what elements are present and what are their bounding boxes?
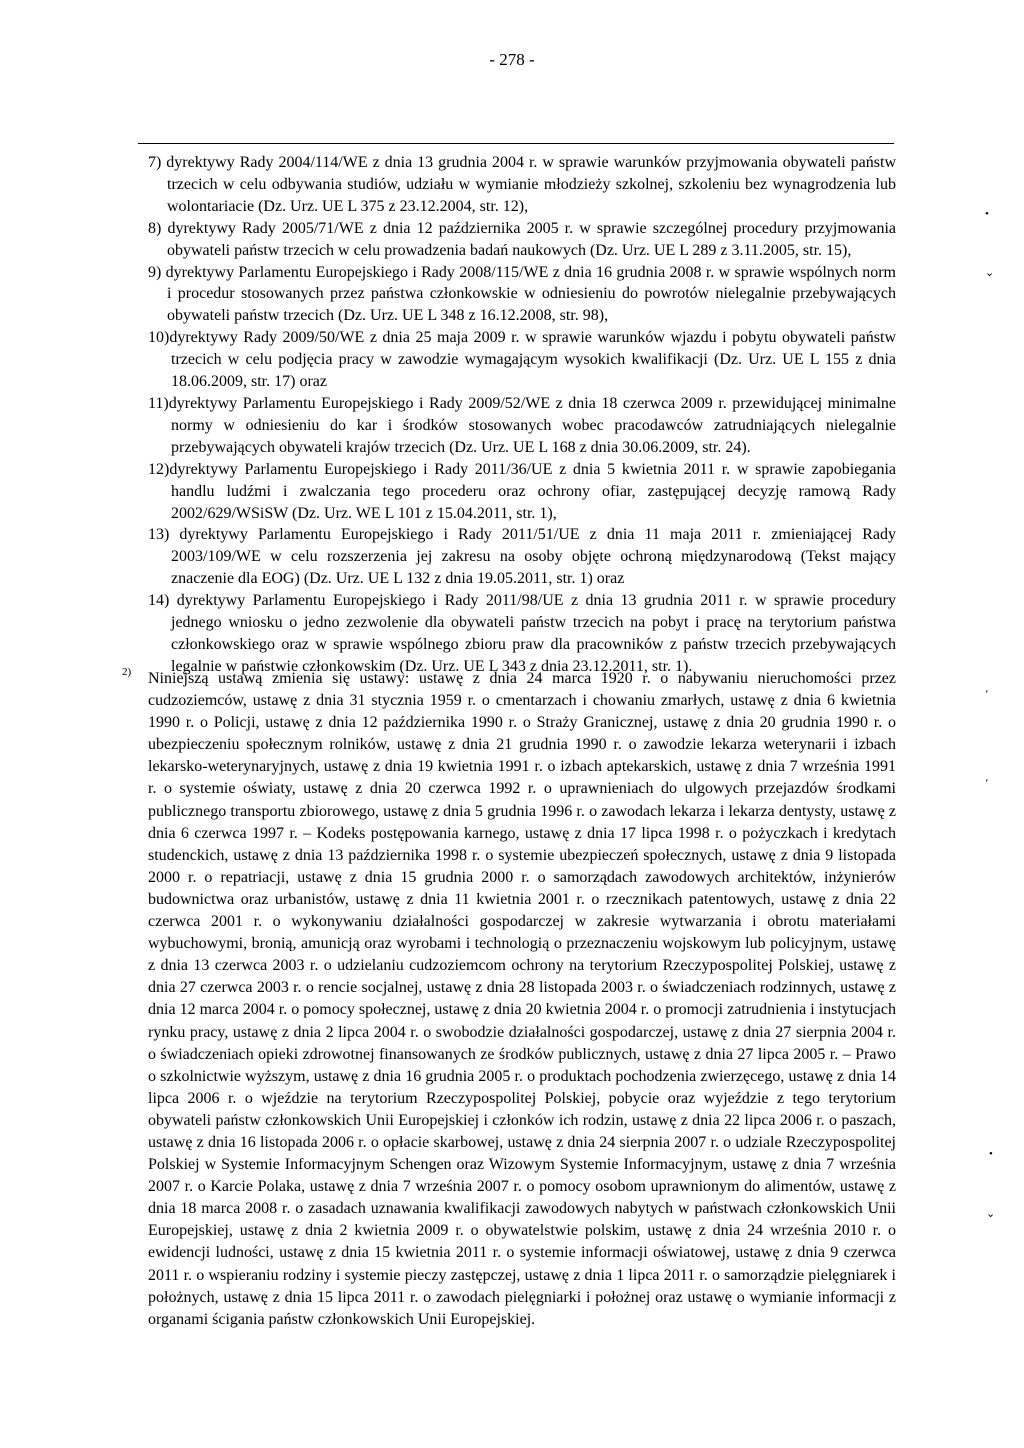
scan-speck: • xyxy=(985,208,989,220)
directive-item: 7) dyrektywy Rady 2004/114/WE z dnia 13 grudnia 2004 r. w sprawie warunków przyjmowania obywateli państw trzecich w celu odbywania studiów, udziału w wymianie młodzieży szkolnej, szkoleniu bez wynagrodzenia lub wolontariacie (Dz. Urz. UE L 375 z 23.12.2004, str. 12), xyxy=(148,154,896,215)
directive-list xyxy=(148,152,896,678)
directive-item: 14) dyrektywy Parlamentu Europejskiego i Rady 2011/98/UE z dnia 13 grudnia 2011 r. w sprawie procedury jednego wniosku o jedno zezwolenie dla obywateli państw trzecich na pobyt i pracę na terytorium państwa członkowskiego oraz w sprawie wspólnego zbioru praw dla pracowników z państw trzecich przebywających legalnie w państwie członkowskim (Dz. Urz. UE L 343 z dnia 23.12.2011, str. 1). xyxy=(148,592,896,675)
directive-item: 9) dyrektywy Parlamentu Europejskiego i Rady 2008/115/WE z dnia 16 grudnia 2008 r. w sprawie wspólnych norm i procedur stosowanych przez państwa członkowskie w odniesieniu do powrotów nielegalnie przebywających obywateli państw trzecich (Dz. Urz. UE L 348 z 16.12.2008, str. 98), xyxy=(148,263,896,325)
footnote-separator xyxy=(138,143,894,144)
scan-speck: ⌄ xyxy=(986,1208,996,1220)
directive-item: 10)dyrektywy Rady 2009/50/WE z dnia 25 maja 2009 r. w sprawie warunków wjazdu i pobytu obywateli państw trzecich w celu podjęcia pracy w zawodzie wymagającym wysokich kwalifikacji (Dz. Urz. UE L 155 z dnia 18.06.2009, str. 17) oraz xyxy=(148,329,896,391)
scan-speck: ⌄ xyxy=(985,267,995,279)
scan-speck: ‘ xyxy=(985,777,989,789)
footnote-marker: 2) xyxy=(122,666,132,678)
scan-speck: • xyxy=(989,1148,993,1160)
scan-speck: ‘ xyxy=(985,688,989,700)
directive-item: 13) dyrektywy Parlamentu Europejskiego i Rady 2011/51/UE z dnia 11 maja 2011 r. zmieniającej Rady 2003/109/WE w celu rozszerzenia jej zakresu na osoby objęte ochroną międzynarodową (Tekst mający znaczenie dla EOG) (Dz. Urz. UE L 132 z dnia 19.05.2011, str. 1) oraz xyxy=(148,526,896,588)
directive-item: 8) dyrektywy Rady 2005/71/WE z dnia 12 października 2005 r. w sprawie szczególnej procedury przyjmowania obywateli państw trzecich w celu prowadzenia badań naukowych (Dz. Urz. UE L 289 z 3.11.2005, str. 15), xyxy=(148,219,896,259)
page-number: - 278 - xyxy=(489,50,535,69)
footnote-2-text: Niniejszą ustawą zmienia się ustawy: ustawę z dnia 24 marca 1920 r. o nabywaniu nieruchomości przez cudzoziemców, ustawę z dnia 31 stycznia 1959 r. o cmentarzach i chowaniu zmarłych, ustawę z dnia 6 kwietnia 1990 r. o Policji, ustawę z dnia 12 października 1990 r. o Straży Granicznej, ustawę z dnia 20 grudnia 1990 r. o ubezpieczeniu społecznym rolników, ustawę z dnia 21 grudnia 1990 r. o zawodzie lekarza weterynarii i izbach lekarsko-weterynaryjnych, ustawę z dnia 19 kwietnia 1991 r. o izbach aptekarskich, ustawę z dnia 7 września 1991 r. o systemie oświaty, ustawę z dnia 20 czerwca 1992 r. o uprawnieniach do ulgowych przejazdów środkami publicznego transportu zbiorowego, ustawę z dnia 5 grudnia 1996 r. o zawodach lekarza i lekarza dentysty, ustawę z dnia 6 czerwca 1997 r. – Kodeks postępowania karnego, ustawę z dnia 17 lipca 1998 r. o pożyczkach i kredytach studenckich, ustawę z dnia 13 października 1998 r. o systemie ubezpieczeń społecznych, ustawę z dnia 9 listopada 2000 r. o repatriacji, ustawę z dnia 15 grudnia 2000 r. o samorządach zawodowych architektów, inżynierów budownictwa oraz urbanistów, ustawę z dnia 11 kwietnia 2001 r. o rzecznikach patentowych, ustawę z dnia 22 czerwca 2001 r. o wykonywaniu działalności gospodarczej w zakresie wytwarzania i obrotu materiałami wybuchowymi, bronią, amunicją oraz wyrobami i technologią o przeznaczeniu wojskowym lub policyjnym, ustawę z dnia 13 czerwca 2003 r. o udzielaniu cudzoziemcom ochrony na terytorium Rzeczypospolitej Polskiej, ustawę z dnia 27 czerwca 2003 r. o rencie socjalnej, ustawę z dnia 28 listopada 2003 r. o świadczeniach rodzinnych, ustawę z dnia 12 marca 2004 r. o pomocy społecznej, ustawę z dnia 20 kwietnia 2004 r. o promocji zatrudnienia i instytucjach rynku pracy, ustawę z dnia 2 lipca 2004 r. o swobodzie działalności gospodarczej, ustawę z dnia 27 sierpnia 2004 r. o świadczeniach opieki zdrowotnej finansowanych ze środków publicznych, ustawę z dnia 27 lipca 2005 r. – Prawo o szkolnictwie wyższym, ustawę z dnia 16 grudnia 2005 r. o produktach pochodzenia zwierzęcego, ustawę z dnia 14 lipca 2006 r. o wjeździe na terytorium Rzeczypospolitej Polskiej, pobycie oraz wyjeździe z tego terytorium obywateli państw członkowskich Unii Europejskiej i członków ich rodzin, ustawę z dnia 22 lipca 2006 r. o paszach, ustawę z dnia 16 listopada 2006 r. o opłacie skarbowej, ustawę z dnia 24 sierpnia 2007 r. o udziale Rzeczypospolitej Polskiej w Systemie Informacyjnym Schengen oraz Wizowym Systemie Informacyjnym, ustawę z dnia 7 września 2007 r. o Karcie Polaka, ustawę z dnia 7 września 2007 r. o pomocy osobom uprawnionym do alimentów, ustawę z dnia 18 marca 2008 r. o zasadach uznawania kwalifikacji zawodowych nabytych w państwach członkowskich Unii Europejskiej, ustawę z dnia 2 kwietnia 2009 r. o obywatelstwie polskim, ustawę z dnia 24 września 2010 r. o ewidencji ludności, ustawę z dnia 15 kwietnia 2011 r. o systemie informacji oświatowej, ustawę z dnia 9 czerwca 2011 r. o wspieraniu rodziny i systemie pieczy zastępczej, ustawę z dnia 1 lipca 2011 r. o samorządzie pielęgniarek i położnych, ustawę z dnia 15 lipca 2011 r. o zawodach pielęgniarki i położnej oraz ustawę o wymianie informacji z organami ścigania państw członkowskich Unii Europejskiej. xyxy=(148,670,896,1328)
directive-item: 11)dyrektywy Parlamentu Europejskiego i Rady 2009/52/WE z dnia 18 czerwca 2009 r. przewidującej minimalne normy w odniesieniu do kar i środków stosowanych wobec pracodawców zatrudniających nielegalnie przebywających obywateli krajów trzecich (Dz. Urz. UE L 168 z dnia 30.06.2009, str. 24). xyxy=(148,394,896,456)
directive-item: 12)dyrektywy Parlamentu Europejskiego i Rady 2011/36/UE z dnia 5 kwietnia 2011 r. w sprawie zapobiegania handlu ludźmi i zwalczania tego procederu oraz ochrony ofiar, zastępującej decyzję ramową Rady 2002/629/WSiSW (Dz. Urz. WE L 101 z 15.04.2011, str. 1), xyxy=(148,460,896,522)
